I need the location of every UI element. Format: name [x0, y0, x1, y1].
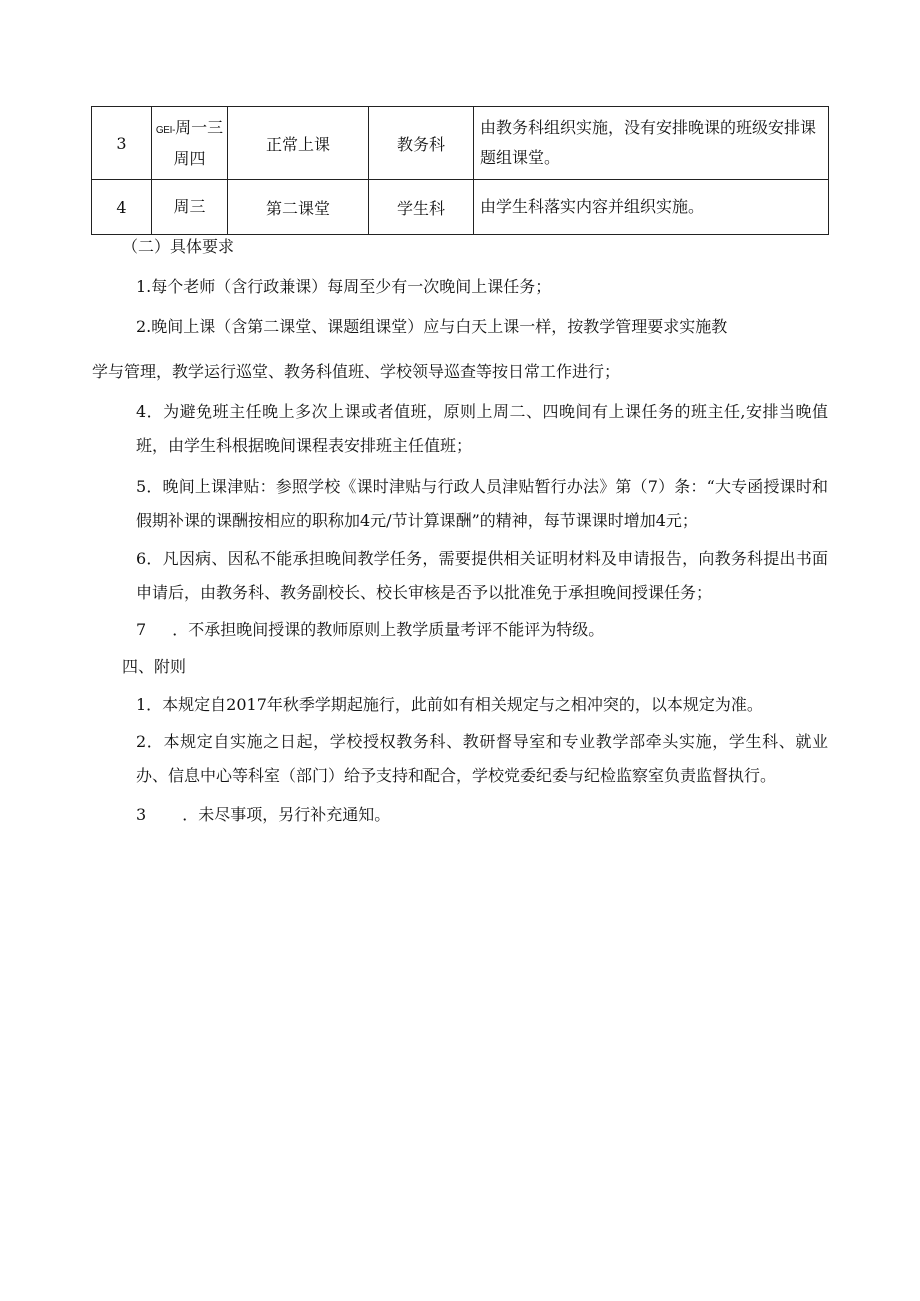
day-prefix: GEI-: [155, 124, 176, 136]
supplementary-heading: 四、附则: [122, 657, 187, 676]
row-department: 教务科: [369, 107, 474, 180]
requirements-heading: （二）具体要求: [122, 237, 235, 256]
row-department: 学生科: [369, 180, 474, 235]
requirement-item-1: 1.每个老师（含行政兼课）每周至少有一次晚间上课任务；: [136, 277, 552, 296]
supplementary-item-1: 1．本规定自2017年秋季学期起施行，此前如有相关规定与之相冲突的，以本规定为准。: [136, 695, 763, 714]
row-class-type: 第二课堂: [228, 180, 369, 235]
requirement-item-4: 4．为避免班主任晚上多次上课或者值班，原则上周二、四晚间有上课任务的班主任,安排当晚值班，由学生科根据晚间课程表安排班主任值班；: [136, 402, 828, 455]
row-class-type: 正常上课: [228, 107, 369, 180]
requirement-item-7: [92, 613, 828, 647]
item-3-text: ．未尽事项，另行补充通知。: [182, 805, 391, 824]
requirement-item-2-line-2: 学与管理，教学运行巡堂、教务科值班、学校领导巡查等按日常工作进行；: [92, 362, 621, 381]
requirement-item-2-line-1: 2.晚间上课（含第二课堂、课题组课堂）应与白天上课一样，按教学管理要求实施教: [136, 317, 728, 336]
row-note: 由教务科组织实施，没有安排晚课的班级安排课题组课堂。: [474, 107, 829, 180]
row-note: 由学生科落实内容并组织实施。: [474, 180, 829, 235]
requirement-item-6: 6．凡因病、因私不能承担晚间教学任务，需要提供相关证明材料及申请报告，向教务科提出书面申请后，由教务科、教务副校长、校长审核是否予以批准免于承担晚间授课任务；: [136, 549, 828, 602]
row-days: [152, 107, 228, 180]
row-number: 3: [92, 107, 152, 180]
table-row: [92, 180, 829, 235]
item-3-number: 3: [136, 805, 147, 824]
table-row: [92, 107, 829, 180]
supplementary-item-3: [92, 798, 828, 832]
schedule-table: [91, 106, 829, 235]
requirement-item-5: 5．晚间上课津贴：参照学校《课时津贴与行政人员津贴暂行办法》第（7）条：“大专函授课时和假期补课的课酬按相应的职称加4元/节计算课酬”的精神，每节课课时增加4元；: [136, 477, 828, 530]
item-7-text: ．不承担晚间授课的教师原则上教学质量考评不能评为特级。: [172, 620, 605, 639]
row-number: 4: [92, 180, 152, 235]
day-line-1: 周一三: [175, 117, 224, 137]
item-7-number: 7: [136, 620, 147, 639]
day-line-2: 周四: [173, 148, 206, 168]
supplementary-item-2: 2．本规定自实施之日起，学校授权教务科、教研督导室和专业教学部牵头实施，学生科、就业办、信息中心等科室（部门）给予支持和配合，学校党委纪委与纪检监察室负责监督执行。: [136, 732, 828, 785]
row-days: 周三: [152, 180, 228, 235]
